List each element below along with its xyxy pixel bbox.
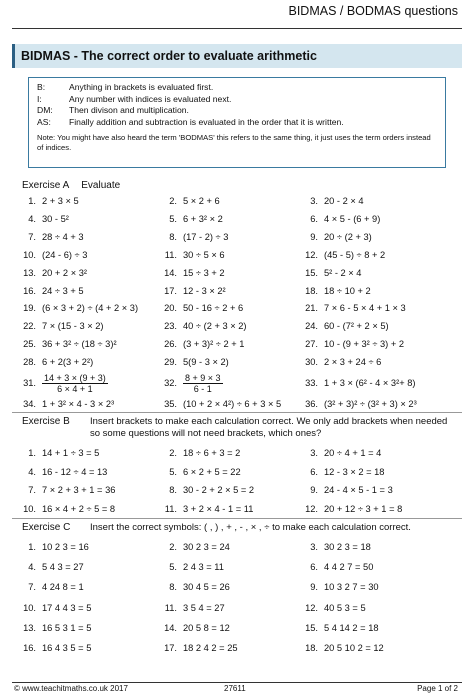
question-expression: 20 ÷ 4 + 1 = 4 [324, 448, 382, 458]
question-number: 12. [305, 249, 318, 260]
question-number: 6. [310, 466, 318, 477]
section-divider [12, 518, 462, 519]
question-expression: 30 2 3 = 18 [324, 542, 371, 552]
question-expression: 20 5 8 = 12 [183, 622, 230, 633]
question [294, 318, 389, 334]
section-divider [12, 412, 462, 413]
question-row [0, 396, 474, 412]
question-expression: (3 + 3)² ÷ 2 + 1 [183, 339, 245, 350]
question-expression: 16 5 3 1 = 5 [42, 622, 92, 633]
question-expression: 18 ÷ 10 + 2 [324, 285, 371, 296]
question-number: 5. [169, 213, 177, 224]
question [294, 354, 381, 370]
question-expression: 24 - 4 × 5 - 1 = 3 [324, 485, 393, 495]
question [12, 211, 69, 227]
definition-row [37, 82, 437, 94]
question-number: 4. [28, 562, 36, 573]
fraction-denominator: 6 - 1 [193, 384, 212, 395]
question-number: 16. [23, 285, 36, 296]
question-expression: (45 - 5) ÷ 8 + 2 [324, 249, 386, 260]
footer-resource-id: 27611 [224, 684, 246, 693]
question [12, 640, 91, 656]
footer-divider [12, 682, 462, 683]
question [294, 193, 364, 209]
question [12, 482, 115, 498]
question [12, 300, 138, 316]
question-expression: 40 ÷ (2 + 3 × 2) [183, 321, 247, 332]
question-expression: 20 + 12 ÷ 3 + 1 = 8 [324, 503, 403, 514]
question-row [0, 300, 474, 316]
question [153, 445, 240, 461]
question-number: 36. [305, 399, 318, 409]
definition-key: B: [37, 82, 46, 92]
question-row [0, 211, 474, 227]
question-expression: 6 × 2 + 5 = 22 [183, 466, 241, 477]
question [153, 464, 241, 480]
page-header-title: BIDMAS / BODMAS questions [288, 4, 458, 18]
question-number: 23. [164, 321, 177, 332]
question [153, 265, 225, 281]
question [12, 445, 99, 461]
question [12, 193, 79, 209]
question [12, 600, 91, 616]
question [12, 579, 84, 595]
question-expression: 20 5 10 2 = 12 [324, 643, 384, 653]
question-expression: 50 - 16 ÷ 2 + 6 [183, 303, 244, 314]
question-number: 34. [23, 399, 36, 409]
definition-text: Finally addition and subtraction is evaluated in the order that it is written. [69, 116, 344, 127]
question-number: 5. [169, 562, 177, 573]
question-number: 3. [310, 542, 318, 552]
question-number: 2. [169, 196, 177, 206]
question-expression: 4 × 5 - (6 + 9) [324, 213, 381, 224]
question-row [0, 193, 474, 209]
question [153, 318, 247, 334]
question-expression: 7 × 2 + 3 + 1 = 36 [42, 485, 116, 495]
question-row [0, 482, 474, 498]
question-expression: 5 4 14 2 = 18 [324, 622, 379, 633]
question-number: 2. [169, 448, 177, 458]
question-number: 18. [305, 285, 318, 296]
question-number: 13. [23, 622, 36, 633]
question-number: 13. [23, 267, 36, 278]
question [294, 464, 384, 480]
question-expression: 17 4 4 3 = 5 [42, 602, 92, 613]
question-number: 24. [305, 321, 318, 332]
question-number: 8. [169, 582, 177, 593]
question-expression: 18 ÷ 6 + 3 = 2 [183, 448, 241, 458]
question-number: 10. [23, 249, 36, 260]
question-number: 33. [305, 378, 318, 388]
exercise-c-instruction: Insert the correct symbols: ( , ) , + , - , × , ÷ to make each calculation correct. [90, 522, 411, 533]
definition-key: I: [37, 93, 42, 104]
question-expression: 3 + 2 × 4 - 1 = 11 [183, 503, 254, 514]
question-number: 7. [28, 231, 36, 242]
question-number: 9. [310, 231, 318, 242]
question-number: 11. [164, 602, 177, 613]
question [294, 283, 371, 299]
question-expression: 5² - 2 × 4 [324, 267, 362, 278]
question-number: 20. [164, 303, 177, 314]
exercise-a-label: Exercise A [22, 180, 70, 191]
question-number: 14. [164, 622, 177, 633]
question-number: 26. [164, 339, 177, 350]
question-expression: 6 + 2(3 + 2²) [42, 357, 94, 368]
question [294, 445, 381, 461]
question-number: 3. [310, 448, 318, 458]
question-number: 12. [305, 503, 318, 514]
exercise-b-instruction: Insert brackets to make each calculation correct. We only add brackets when needed so some questions will not need brackets, which ones? [90, 416, 448, 439]
question-expression: 5 4 3 = 27 [42, 562, 84, 573]
question-expression: (24 - 6) ÷ 3 [42, 249, 88, 260]
fraction-expression [42, 373, 108, 394]
question-number: 2. [169, 542, 177, 552]
question-row [0, 559, 474, 575]
question [294, 336, 404, 352]
question-number: 11. [164, 503, 177, 514]
question-number: 6. [310, 213, 318, 224]
question-expression: 2 4 3 = 11 [183, 562, 224, 573]
question [153, 247, 225, 263]
question-number: 18. [305, 643, 318, 653]
definition-row [37, 94, 437, 106]
exercise-b-label: Exercise B [22, 416, 70, 427]
definitions-box [28, 77, 446, 168]
question [294, 396, 417, 412]
question-number: 3. [310, 196, 318, 206]
question [294, 640, 384, 656]
question-expression: (10 + 2 × 4²) ÷ 6 + 3 × 5 [183, 399, 282, 409]
question-expression: 20 - 2 × 4 [324, 196, 364, 206]
definitions-note: Note: You might have also heard the term 'BODMAS' this refers to the same thing, it just uses the term orders instead of indices. [37, 133, 431, 152]
question-expression: 15 ÷ 3 + 2 [183, 267, 225, 278]
question-row [0, 336, 474, 352]
question-expression: 30 - 2 + 2 × 5 = 2 [183, 485, 255, 495]
question-number: 7. [28, 485, 36, 495]
question-number: 12. [305, 602, 318, 613]
question-row [0, 283, 474, 299]
question-row [0, 600, 474, 616]
question-row [0, 539, 474, 555]
question-row [0, 265, 474, 281]
question-row [0, 247, 474, 263]
question [12, 318, 104, 334]
question-number: 14. [164, 267, 177, 278]
question-number: 31. [23, 378, 36, 388]
question [153, 300, 243, 316]
question [294, 229, 372, 245]
question [153, 539, 230, 555]
question [153, 501, 253, 517]
question-number: 8. [169, 485, 177, 495]
definition-text: Then divison and multiplication. [69, 105, 189, 115]
question-number: 9. [310, 485, 318, 495]
question-expression: 10 - (9 + 3² ÷ 3) + 2 [324, 339, 405, 350]
question [153, 211, 223, 227]
exercise-a-instruction: Evaluate [81, 180, 121, 191]
question-number: 19. [23, 303, 36, 314]
exercise-c-label: Exercise C [22, 522, 71, 533]
question-number: 16. [23, 643, 36, 653]
question [153, 371, 223, 395]
question-number: 27. [305, 339, 318, 350]
question-expression: 20 + 2 × 3² [42, 267, 87, 278]
question-number: 25. [23, 339, 36, 350]
fraction-expression [183, 373, 223, 394]
question [294, 539, 371, 555]
header-divider [12, 28, 462, 29]
question-number: 1. [28, 542, 36, 552]
question-number: 22. [23, 321, 36, 332]
question-expression: 2 × 3 + 24 ÷ 6 [324, 357, 382, 368]
question-row [0, 445, 474, 461]
question-number: 30. [305, 357, 318, 368]
question-expression: (3² + 3)² ÷ (3² + 3) × 2³ [324, 399, 417, 409]
question-expression: 30 ÷ 5 × 6 [183, 249, 225, 260]
question [294, 482, 393, 498]
question [294, 300, 406, 316]
question-expression: 36 + 3² ÷ (18 ÷ 3)² [42, 339, 117, 350]
question-number: 15. [305, 267, 318, 278]
question-expression: 10 2 3 = 16 [42, 542, 89, 552]
question [153, 640, 238, 656]
question [153, 620, 230, 636]
question [12, 265, 87, 281]
question-number: 8. [169, 231, 177, 242]
question-expression: 1 + 3 × (6² - 4 × 3²+ 8) [324, 378, 416, 388]
question [153, 482, 254, 498]
question [153, 354, 229, 370]
question-row [0, 371, 474, 395]
question-expression: (6 × 3 + 2) ÷ (4 + 2 × 3) [42, 303, 139, 314]
exercise-a-heading [22, 180, 120, 191]
question-row [0, 579, 474, 595]
question-expression: 3 5 4 = 27 [183, 602, 225, 613]
question-number: 10. [23, 503, 36, 514]
question [153, 283, 226, 299]
question-row [0, 464, 474, 480]
question-expression: 60 - (7² + 2 × 5) [324, 321, 389, 332]
question-expression: 24 ÷ 3 + 5 [42, 285, 84, 296]
question [12, 283, 84, 299]
question [294, 559, 373, 575]
definition-text: Anything in brackets is evaluated first. [69, 82, 214, 92]
question-number: 11. [164, 249, 177, 260]
footer-copyright: © www.teachitmaths.co.uk 2017 [14, 684, 128, 693]
question-row [0, 229, 474, 245]
question [153, 229, 228, 245]
question-number: 32. [164, 378, 177, 388]
question [294, 247, 385, 263]
question [294, 579, 379, 595]
question [153, 579, 230, 595]
question [12, 371, 108, 395]
question-number: 7. [28, 582, 36, 593]
question-number: 15. [305, 622, 318, 633]
fraction-denominator: 6 × 4 + 1 [57, 384, 93, 395]
question-expression: 1 + 3² × 4 - 3 × 2³ [42, 399, 115, 409]
question-expression: 4 24 8 = 1 [42, 582, 84, 593]
question-expression: 4 4 2 7 = 50 [324, 562, 374, 573]
question [12, 559, 84, 575]
question-expression: 16 4 3 5 = 5 [42, 643, 92, 653]
question [294, 501, 402, 517]
question-number: 5. [169, 466, 177, 477]
question-number: 6. [310, 562, 318, 573]
question-expression: 12 - 3 × 2 = 18 [324, 466, 385, 477]
question-number: 4. [28, 213, 36, 224]
question-expression: 18 2 4 2 = 25 [183, 643, 238, 653]
fraction-numerator: 8 + 9 × 3 [185, 373, 221, 384]
question [294, 620, 379, 636]
question [153, 336, 244, 352]
question-number: 21. [305, 303, 318, 314]
question [294, 211, 380, 227]
question-expression: 10 3 2 7 = 30 [324, 582, 379, 593]
question-expression: 2 + 3 × 5 [42, 196, 79, 206]
question-row [0, 318, 474, 334]
question-row [0, 640, 474, 656]
question-row [0, 620, 474, 636]
definition-row [37, 105, 437, 117]
question-number: 1. [28, 196, 36, 206]
definition-key: AS: [37, 116, 51, 127]
question-expression: 30 - 5² [42, 213, 69, 224]
question [153, 600, 225, 616]
question-expression: 7 × (15 - 3 × 2) [42, 321, 104, 332]
question-expression: 6 + 3² × 2 [183, 213, 223, 224]
question [153, 396, 281, 412]
question-number: 35. [164, 399, 177, 409]
question-expression: 28 ÷ 4 + 3 [42, 231, 84, 242]
definition-row [37, 117, 437, 129]
question [12, 539, 89, 555]
definition-key: DM: [37, 105, 53, 115]
question [12, 336, 117, 352]
question-number: 4. [28, 466, 36, 477]
question-expression: 12 - 3 × 2² [183, 285, 226, 296]
question-number: 29. [164, 357, 177, 368]
question-expression: 14 + 1 ÷ 3 = 5 [42, 448, 100, 458]
question-expression: 20 ÷ (2 + 3) [324, 231, 372, 242]
question-expression: 5 × 2 + 6 [183, 196, 220, 206]
question-expression: 16 × 4 + 2 ÷ 5 = 8 [42, 503, 116, 514]
question-expression: (17 - 2) ÷ 3 [183, 231, 229, 242]
question-number: 17. [164, 285, 177, 296]
question-row [0, 354, 474, 370]
question [12, 396, 114, 412]
question [294, 265, 361, 281]
question [12, 620, 91, 636]
question [153, 559, 224, 575]
question-number: 9. [310, 582, 318, 593]
question-number: 28. [23, 357, 36, 368]
question [294, 600, 366, 616]
title-banner: BIDMAS - The correct order to evaluate arithmetic [12, 44, 462, 68]
question [153, 193, 220, 209]
question-number: 1. [28, 448, 36, 458]
question-expression: 5(9 - 3 × 2) [183, 357, 229, 368]
question-expression: 7 × 6 - 5 × 4 + 1 × 3 [324, 303, 406, 314]
question-number: 10. [23, 602, 36, 613]
question-expression: 16 - 12 ÷ 4 = 13 [42, 466, 108, 477]
question-expression: 30 2 3 = 24 [183, 542, 230, 552]
question-expression: 30 4 5 = 26 [183, 582, 230, 593]
question-number: 17. [164, 643, 177, 653]
question-row [0, 501, 474, 517]
question [12, 229, 84, 245]
fraction-numerator: 14 + 3 × (9 + 3) [44, 373, 106, 384]
question [294, 371, 415, 395]
footer-page-number: Page 1 of 2 [417, 684, 458, 693]
question [12, 247, 87, 263]
question [12, 501, 115, 517]
question-expression: 40 5 3 = 5 [324, 602, 366, 613]
question [12, 354, 93, 370]
definition-text: Any number with indices is evaluated next. [69, 93, 232, 104]
question [12, 464, 107, 480]
